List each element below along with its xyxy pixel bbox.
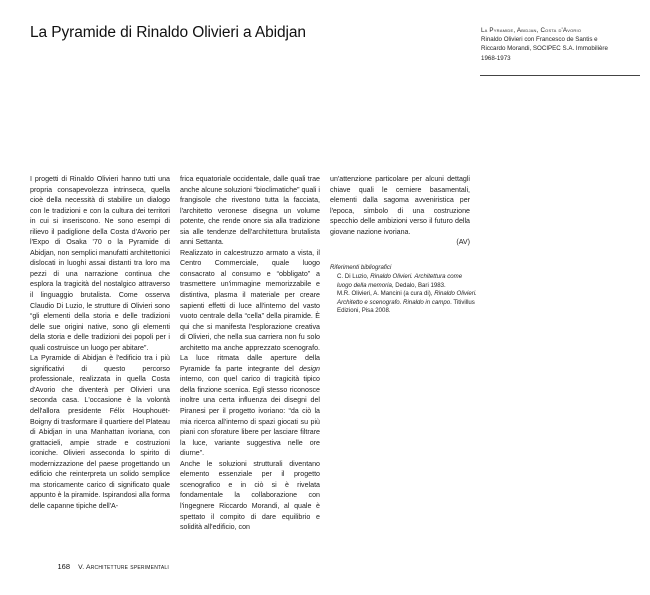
text-column-2 — [180, 174, 320, 533]
page-footer — [30, 562, 169, 571]
paragraph: I progetti di Rinaldo Olivieri hanno tutti una propria consapevolezza intrinseca, quella cioè della necessità di stabilire un dialogo con le tradizioni e con la cultura dei territori in cui si inseriscono. Ne sono esempi di rilievo il padiglione della Costa d'Avorio per l'Expo di Osaka '70 o la Pyramide di Abidjan, non semplici manufatti architettonici dislocati in luoghi assai distanti tra loro ma pezzi di una narrazione continua che esplora la tragicità del nostalgico attraverso il linguaggio brutalista. Come osserva Claudio Di Luzio, le strutture di Olivieri sono “gli elementi della storia e delle tradizioni delle sue origini native, sono gli elementi della storia e delle tradizioni dei popoli per i quali costruisce un luogo per abitare”. — [30, 175, 170, 352]
ref-title: Rinaldo Olivieri. Architetto e scenografo. Rinaldo in campo — [337, 290, 477, 306]
ref-publisher: , Dedalo, Bari 1983. — [391, 281, 446, 289]
paragraph — [180, 248, 320, 459]
paragraph-text: Realizzato in calcestruzzo armato a vista, il Centro Commerciale, quale luogo consacrato al consumo e “obbligato” a trasmettere un'immagine memorizzabile e distintiva, plasma il materiale per creare sapienti effetti di luce all'interno del vasto vuoto centrale della “cella” della piramide. È qui che si manifesta l'esplorazione creativa di Olivieri, che nella sua carriera non fu solo architetto ma anche apprezzato scenografo. La luce ritmata dalle aperture della Pyramide fa parte integrante del — [180, 248, 320, 373]
bibliography-item — [330, 273, 478, 290]
ref-publisher: . Titivillus Edizioni, Pisa 2008. — [337, 298, 475, 315]
text-column-3 — [330, 174, 470, 248]
bibliography-item — [330, 290, 478, 315]
author-initials: (AV) — [456, 238, 470, 247]
section-title — [78, 564, 169, 571]
paragraph: Anche le soluzioni strutturali diventano elemento essenziale per il progetto scenografico e in ciò si è rivelata fondamentale la collaborazione con l'ingegnere Riccardo Morandi, al quale è spettato il compito di dare equilibrio e solidità all'edificio, con — [180, 459, 320, 532]
project-caption — [481, 26, 641, 63]
section-title-text: V. Architetture sperimentali — [78, 564, 170, 571]
paragraph-text: interno, con quel carico di tragicità tipico della finzione scenica. Egli stesso riconosce inoltre una certa influenza dei disegni del Piranesi per il progetto ivoriano: “da ciò la mia ricerca all'interno di spazi giocati su più piani con sforature libere per lasciare filtrare la luce, variante suggestiva nelle ore diurne”. — [180, 375, 320, 458]
caption-client: Riccardo Morandi, SOCIPEC S.A. Immobilière — [481, 45, 608, 53]
caption-building: La Pyramide, Abidjan, Costa d'Avorio — [481, 27, 582, 34]
ref-title: Rinaldo Olivieri. Architettura come luogo della memoria — [337, 273, 463, 289]
caption-rule — [480, 75, 640, 76]
caption-architects: Rinaldo Olivieri con Francesco de Santis e — [481, 36, 598, 44]
bibliography-title: Riferimenti bibliografici — [330, 264, 392, 271]
article-title: La Pyramide di Rinaldo Olivieri a Abidjan — [30, 24, 306, 41]
text-column-1 — [30, 174, 170, 512]
paragraph: frica equatoriale occidentale, dalle quali trae anche alcune soluzioni “bioclimatiche” quali i frangisole che rivestono tutta la facciata, l'architetto veronese disegna un volume potente, che rende onore sia alla tradizione sia alle tendenze dell'architettura brutalista anni Settanta. — [180, 175, 320, 247]
ref-author: C. Di Luzio, — [337, 273, 369, 281]
caption-years: 1968-1973 — [481, 54, 511, 62]
paragraph-emphasis: design — [299, 364, 320, 373]
paragraph: La Pyramide di Abidjan è l'edificio tra i più significativi di questo percorso professionale, realizzata in quella Costa d'Avorio che diventerà per Olivieri una seconda casa. L'occasione è la volontà dell'allora presidente Félix Houphouët-Boigny di trasformare il quartiere del Plateau di Abidjan in una Manhattan ivoriana, con grattacieli, ampie strade e costruzioni iconiche. Olivieri asseconda lo spirito di modernizzazione del paese progettando un edificio che reinterpreta un solido semplice ma storicamente carico di significato quale appunto è la piramide. Ispirandosi alla forma delle capanne tipiche dell'A- — [30, 354, 170, 510]
ref-author: M.R. Olivieri, A. Mancini (a cura di), — [337, 290, 433, 298]
bibliography — [330, 264, 478, 315]
page-number: 168 — [57, 562, 70, 571]
paragraph: un'attenzione particolare per alcuni dettagli chiave quali le cerniere basamentali, elementi dalla sagoma avveniristica per l'epoca, simbolo di una costruzione specchio delle ambizioni verso il futuro della giovane nazione ivoriana. — [330, 175, 470, 236]
